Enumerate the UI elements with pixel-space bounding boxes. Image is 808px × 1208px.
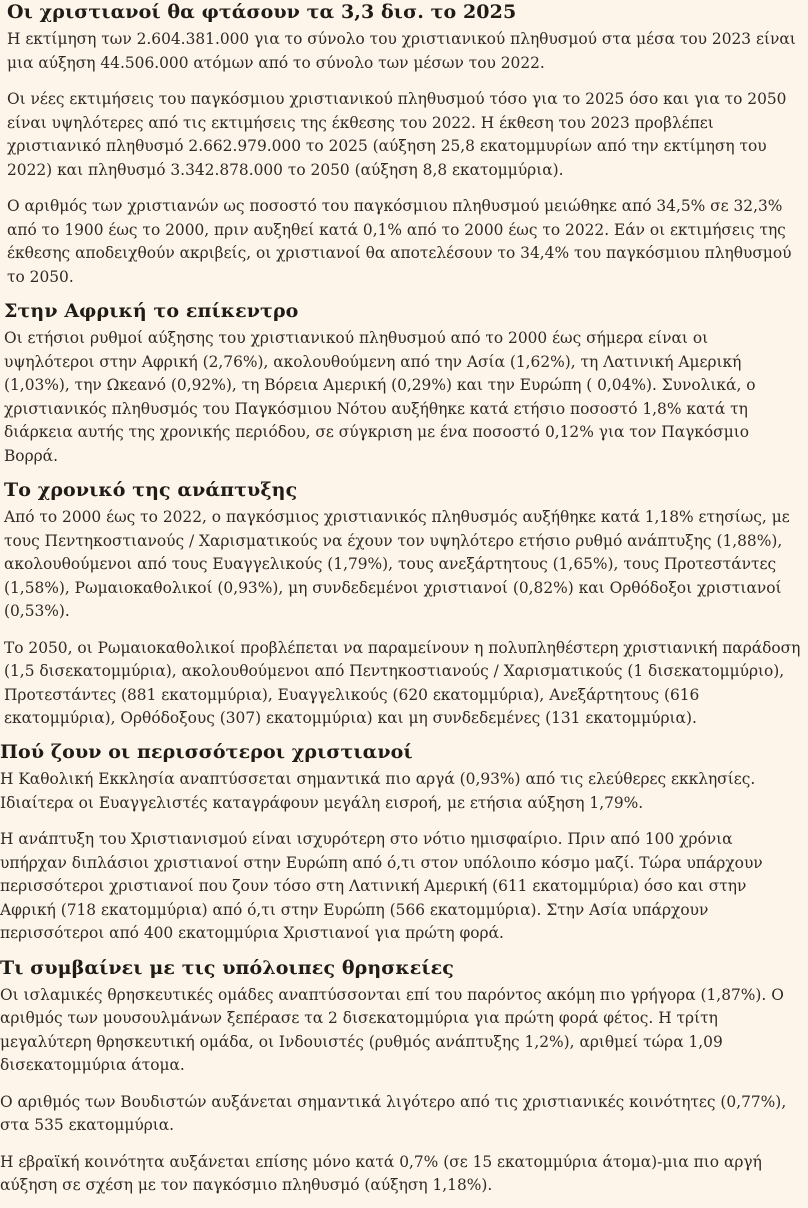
paragraph: Η εβραϊκή κοινότητα αυξάνεται επίσης μόνο κατά 0,7% (σε 15 εκατομμύρια άτομα)-μια πιο αργή αύξηση σε σχέση με τον παγκόσμιο πληθυσμό (αύξηση 1,18%). — [0, 1152, 762, 1194]
paragraph: Από το 2000 έως το 2022, ο παγκόσμιος χριστιανικός πληθυσμός αυξήθηκε κατά 1,18% ετησίως, με τους Πεντηκοστιανούς / Χαρισματικούς να έχουν τον υψηλότερο ετήσιο ρυθμό ανάπτυξης (1,88%), ακολουθούμενοι από τους Ευαγγελικούς (1,79%), τους ανεξάρτητους (1,65%), τους Προτεστάντες (1,58%), Ρωμαιοκαθολικοί (0,93%), μη συνδεδεμένοι χριστιανοί (0,82%) και Ορθόδοξοι χριστιανοί (0,53%). — [4, 508, 790, 620]
paragraph: Οι νέες εκτιμήσεις του παγκόσμιου χριστιανικού πληθυσμού τόσο για το 2025 όσο και για το 2050 είναι υψηλότερες από τις εκτιμήσεις της έκθεσης του 2022. Η έκθεση του 2023 προβλέπει χριστιανικό πληθυσμό 2.662.979.000 το 2025 (αύξηση 25,8 εκατομμυρίων από την εκτίμηση του 2022) και πληθυσμό 3.342.878.000 το 2050 (αύξηση 8,8 εκατομμύρια). — [7, 90, 787, 179]
section-where-christians-live — [0, 740, 808, 946]
article-screenshot-bottom — [0, 740, 808, 1208]
paragraph: Η Καθολική Εκκλησία αναπτύσσεται σημαντικά πιο αργά (0,93%) από τις ελεύθερες εκκλησίες. Ιδιαίτερα οι Ευαγγελιστές καταγράφουν μεγάλη εισροή, με ετήσια αύξηση 1,79%. — [0, 770, 756, 812]
paragraph: Ο αριθμός των Βουδιστών αυξάνεται σημαντικά λιγότερο από τις χριστιανικές κοινότητες (0,77%), στα 535 εκατομμύρια. — [0, 1092, 787, 1134]
paragraph: Η ανάπτυξη του Χριστιανισμού είναι ισχυρότερη στο νότιο ημισφαίριο. Πριν από 100 χρόνια υπήρχαν διπλάσιοι χριστιανοί στην Ευρώπη από ό,τι στον υπόλοιπο κόσμο μαζί. Τώρα υπάρχουν περισσότεροι χριστιανοί που ζουν τόσο στη Λατινική Αμερική (611 εκατομμύρια) όσο και στην Αφρική (718 εκατομμύρια) από ό,τι στην Ευρώπη (566 εκατομμύρια). Στην Ασία υπάρχουν περισσότεροι από 400 εκατομμύρια Χριστιανοί για πρώτη φορά. — [0, 830, 763, 942]
section-heading: Πού ζουν οι περισσότεροι χριστιανοί — [0, 741, 413, 763]
section-heading: Τι συμβαίνει με τις υπόλοιπες θρησκείες — [0, 956, 454, 979]
paragraph: Το 2050, οι Ρωμαιοκαθολικοί προβλέπεται να παραμείνουν η πολυπληθέστερη χριστιανική παράδοση (1,5 δισεκατομμύρια), ακολουθούμενοι από Πεντηκοστιανούς / Χαρισματικούς (1 δισεκατομμύριο), Προτεστάντες (881 εκατομμύρια), Ευαγγελικούς (620 εκατομμύρια), Ανεξάρτητους (616 εκατομμύρια), Ορθόδοξους (307) εκατομμύρια) και μη συνδεδεμένες (131 εκατομμύρια). — [4, 638, 801, 727]
section-other-religions — [0, 956, 808, 1198]
paragraph: Οι ετήσιοι ρυθμοί αύξησης του χριστιανικού πληθυσμού από το 2000 έως σήμερα είναι οι υψηλότεροι στην Αφρική (2,76%), ακολουθούμενη από την Ασία (1,62%), τη Λατινική Αμερική (1,03%), την Ωκεανό (0,92%), τη Βόρεια Αμερική (0,29%) και την Ευρώπη ( 0,04%). Συνολικά, ο χριστιανικός πληθυσμός του Παγκόσμιου Νότου αυξήθηκε κατά ετήσιο ποσοστό 1,8% κατά τη διάρκεια αυτής της χρονικής περιόδου, σε σύγκριση με ένα ποσοστό 0,12% για τον Παγκόσμιο Βορρά. — [4, 329, 756, 465]
section-heading: Στην Αφρική το επίκεντρο — [4, 300, 299, 322]
section-africa-epicenter — [0, 299, 808, 468]
section-christians-2025 — [0, 0, 808, 289]
paragraph: Ο αριθμός των χριστιανών ως ποσοστό του παγκόσμιου πληθυσμού μειώθηκε από 34,5% σε 32,3% από το 1900 έως το 2000, πριν αυξηθεί κατά 0,1% από το 2000 έως το 2022. Εάν οι εκτιμήσεις της έκθεσης αποδειχθούν ακριβείς, οι χριστιανοί θα αποτελέσουν το 34,4% του παγκόσμιου πληθυσμού το 2050. — [7, 197, 792, 286]
section-growth-timeline — [0, 478, 808, 731]
section-heading: Το χρονικό της ανάπτυξης — [4, 479, 298, 501]
paragraph: Η εκτίμηση των 2.604.381.000 για το σύνολο του χριστιανικού πληθυσμού στα μέσα του 2023 είναι μια αύξηση 44.506.000 ατόμων από το σύνολο των μέσων του 2022. — [7, 30, 796, 72]
paragraph: Οι ισλαμικές θρησκευτικές ομάδες αναπτύσσονται επί του παρόντος ακόμη πιο γρήγορα (1,87%). Ο αριθμός των μουσουλμάνων ξεπέρασε τα 2 δισεκατομμύρια για πρώτη φορά φέτος. Η τρίτη μεγαλύτερη θρησκευτική ομάδα, οι Ινδουιστές (ρυθμός ανάπτυξης 1,2%), αριθμεί τώρα 1,09 δισεκατομμύρια άτομα. — [0, 985, 784, 1074]
section-heading: Οι χριστιανοί θα φτάσουν τα 3,3 δισ. το 2025 — [7, 1, 517, 23]
